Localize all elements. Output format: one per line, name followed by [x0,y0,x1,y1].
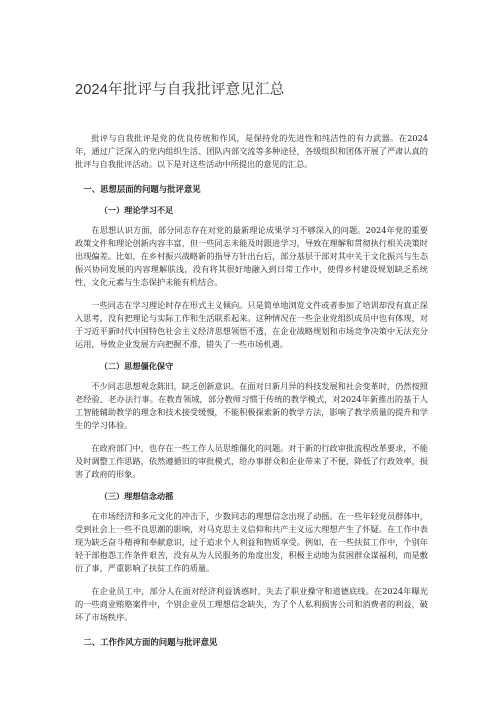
intro-paragraph: 批评与自我批评是党的优良传统和作风，是保持党的先进性和纯洁性的有力武器。在2024年，通过广泛深入的党内组织生活、团队内部交流等多种途径，各级组织和团体开展了严肃认真的批评与自我批评活动。以下是对这些活动中所提出的意见的汇总。 [75,133,428,169]
section1-sub3-paragraph-2: 在企业员工中，部分人在面对经济利益诱惑时，失去了职业操守和道德底线。在2024年曝光的一些商业贿赂案件中，个别企业员工理想信念缺失，为了个人私利损害公司和消费者的利益，破坏了市场秩序。 [75,586,428,622]
section1-sub3-paragraph-1: 在市场经济和多元文化的冲击下，少数同志的理想信念出现了动摇。在一些年轻党员群体中，受到社会上一些不良思潮的影响，对马克思主义信仰和共产主义远大理想产生了怀疑。在工作中表现为缺乏奋斗精神和奉献意识，过于追求个人利益和物质享受。例如，在一些扶贫工作中，个别年轻干部抱怨工作条件艰苦，没有从为人民服务的角度出发，积极主动地为贫困群众谋福利，而是敷衍了事，严重影响了扶贫工作的质量。 [75,511,428,573]
section1-sub2-heading: （二）思想僵化保守 [99,361,174,371]
section1-sub1-paragraph-1: 在思想认识方面，部分同志存在对党的最新理论成果学习不够深入的问题。2024年党的重要政策文件和理论创新内容丰富，但一些同志未能及时跟进学习，导致在理解和贯彻执行相关决策时出现偏差。比如，在乡村振兴战略新的指导方针出台后，部分基层干部对其中关于文化振兴与生态振兴协同发展的内容理解肤浅，没有将其很好地融入到日常工作中，使得乡村建设规划缺乏系统性，文化元素与生态保护未能有机结合。 [75,225,428,287]
page-title: 2024年批评与自我批评意见汇总 [75,82,285,98]
section1-sub2-paragraph-1: 不少同志思想观念陈旧，缺乏创新意识。在面对日新月异的科技发展和社会变革时，仍然按照老经验、老办法行事。在教育领域，部分教师习惯于传统的教学模式，对2024年新推出的基于人工智能辅助教学的理念和技术接受缓慢，不能积极探索新的教学方法，影响了教学质量的提升和学生的学习体验。 [75,381,428,430]
section1-heading: 一、思想层面的问题与批评意见 [83,184,201,194]
section1-sub3-heading: （三）理想信念动摇 [99,491,174,501]
section1-sub1-paragraph-2: 一些同志在学习理论时存在形式主义倾向。只是简单地浏览文件或者参加了培训却没有真正深入思考，没有把理论与实际工作和生活联系起来。这种情况在一些企业党组织成员中也有体现，对于习近平新时代中国特色社会主义经济思想领悟不透，在企业战略规划和市场竞争决策中无法充分运用，导致企业发展方向把握不准，错失了一些市场机遇。 [75,300,428,349]
section1-sub2-paragraph-2: 在政府部门中，也存在一些工作人员思维僵化的问题。对于新的行政审批流程改革要求，不能及时调整工作思路，依然遵循旧的审批模式，给办事群众和企业带来了不便，降低了行政效率，损害了政府的形象。 [75,443,428,479]
document-body [75,132,428,655]
section2-heading: 二、工作作风方面的问题与批评意见 [83,637,218,647]
section1-sub1-heading: （一）理论学习不足 [99,205,174,215]
